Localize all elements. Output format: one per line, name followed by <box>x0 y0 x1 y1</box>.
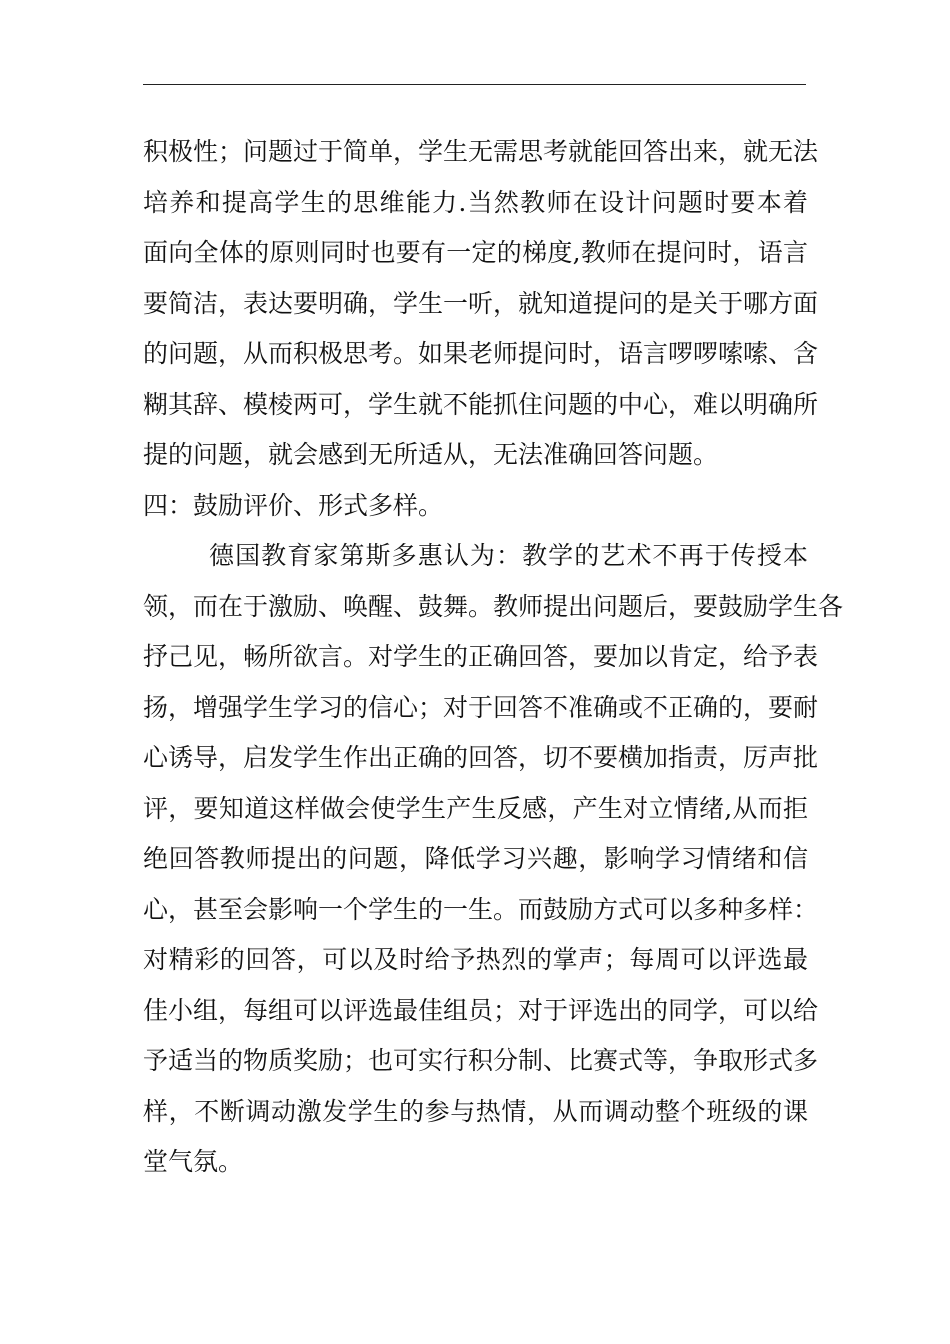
text-line: 佳小组，每组可以评选最佳组员；对于评选出的同学，可以给 <box>143 995 819 1025</box>
text-line: 心诱导，启发学生作出正确的回答，切不要横加指责，厉声批 <box>143 743 819 772</box>
text-line: 糊其辞、模棱两可，学生就不能抓住问题的中心，难以明确所 <box>143 389 819 419</box>
text-line: 堂气氛。 <box>143 1147 244 1176</box>
text-line: 面向全体的原则同时也要有一定的梯度,教师在提问时，语言 <box>143 238 808 267</box>
text-line: 要简洁，表达要明确，学生一听，就知道提问的是关于哪方面 <box>143 288 819 318</box>
text-line: 领，而在于激励、唤醒、鼓舞。教师提出问题后，要鼓励学生各 <box>143 591 844 621</box>
body-text <box>143 127 844 1188</box>
text-line: 培养和提高学生的思维能力.当然教师在设计问题时要本着 <box>143 187 808 217</box>
text-line: 评，要知道这样做会使学生产生反感，产生对立情绪,从而拒 <box>143 793 808 823</box>
text-line: 扬，增强学生学习的信心；对于回答不准确或不正确的，要耐 <box>143 692 819 722</box>
text-line: 心，甚至会影响一个学生的一生。而鼓励方式可以多种多样： <box>143 894 819 924</box>
section-heading: 四：鼓励评价、形式多样。 <box>143 490 444 520</box>
text-line: 的问题，从而积极思考。如果老师提问时，语言啰啰嗦嗦、含 <box>143 339 819 368</box>
header-rule <box>143 84 806 85</box>
text-line: 绝回答教师提出的问题，降低学习兴趣，影响学习情绪和信 <box>143 844 808 873</box>
text-line: 抒己见，畅所欲言。对学生的正确回答，要加以肯定，给予表 <box>143 642 819 671</box>
text-line: 德国教育家第斯多惠认为：教学的艺术不再于传授本 <box>209 541 808 570</box>
text-line: 积极性；问题过于简单，学生无需思考就能回答出来，就无法 <box>143 137 819 166</box>
text-line: 样，不断调动激发学生的参与热情，从而调动整个班级的课 <box>143 1096 808 1126</box>
text-line: 予适当的物质奖励；也可实行积分制、比赛式等，争取形式多 <box>143 1046 819 1075</box>
text-line: 对精彩的回答，可以及时给予热烈的掌声；每周可以评选最 <box>143 945 808 974</box>
text-line: 提的问题，就会感到无所适从，无法准确回答问题。 <box>143 440 719 469</box>
